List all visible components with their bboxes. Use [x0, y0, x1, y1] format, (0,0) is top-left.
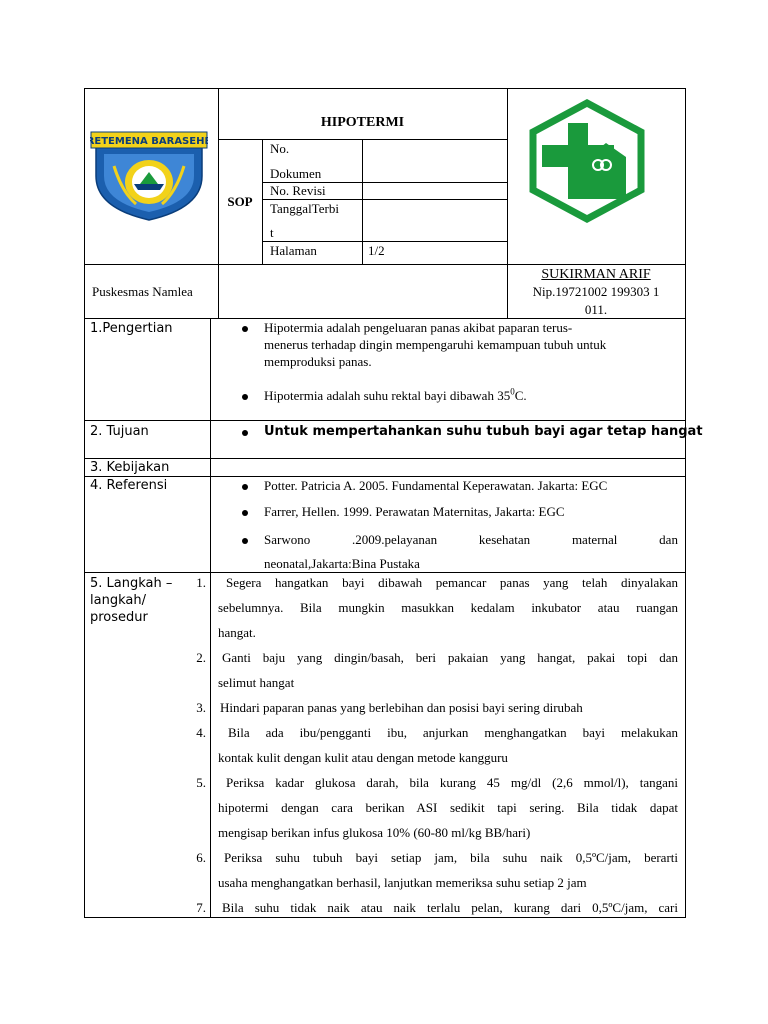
document-title: HIPOTERMI — [320, 115, 405, 130]
pengertian-item-1-line-2: menerus terhadap dingin mempengaruhi kemampuan tubuh untuk — [264, 337, 607, 352]
word: .2009.pelayanan — [351, 532, 438, 547]
step-4-line-1: Bila ada ibu/pengganti ibu, anjurkan menghangatkan bayi melakukan — [228, 725, 678, 740]
word: kesehatan — [478, 532, 531, 547]
signatory-name: SUKIRMAN ARIF — [541, 267, 651, 282]
step-4-line-2: kontak kulit dengan kulit atau dengan metode kangguru — [218, 750, 508, 765]
step-3-line-1: Hindari paparan panas yang berlebihan dan posisi bayi sering dirubah — [220, 700, 583, 715]
step-5-line-3: mengisap berikan infus glukosa 10% (60-80 ml/kg BB/hari) — [218, 825, 531, 840]
grid-line — [262, 139, 263, 264]
pengertian-item-2: Hipotermia adalah suhu rektal bayi dibawah $35^0C$. — [264, 386, 527, 403]
referensi-item-3-line-2: neonatal,Jakarta:Bina Pustaka — [264, 556, 420, 571]
table-border-top — [84, 88, 686, 89]
section-label-langkah-1: 5. Langkah – — [90, 576, 173, 591]
grid-line — [84, 264, 686, 265]
step-1-line-1: Segera hangatkan bayi dibawah pemancar panas yang telah dinyalakan — [226, 575, 678, 590]
step-number: 5. — [196, 775, 206, 790]
grid-line — [84, 476, 686, 477]
grid-line — [84, 458, 686, 459]
step-number: 6. — [196, 850, 206, 865]
grid-line — [84, 572, 686, 573]
section-label-langkah-3: prosedur — [90, 610, 148, 625]
puskesmas-logo — [528, 99, 646, 223]
grid-line — [210, 318, 211, 918]
field-no-dokumen-label-2: Dokumen — [270, 166, 322, 181]
bullet — [242, 538, 248, 544]
step-2-line-1: Ganti baju yang dingin/basah, beri pakaian yang hangat, pakai topi dan — [222, 650, 678, 665]
grid-line — [84, 318, 686, 319]
health-cross-icon — [528, 99, 646, 223]
section-label-tujuan: 2. Tujuan — [90, 424, 149, 439]
signatory-nip-1: Nip.19721002 199303 1 — [532, 284, 660, 299]
grid-line — [362, 139, 363, 264]
step-6-line-1: Periksa suhu tubuh bayi setiap jam, bila suhu naik 0,5ºC/jam, berarti — [224, 850, 678, 865]
grid-line — [262, 241, 507, 242]
pengertian-item-1-line-3: memproduksi panas. — [264, 354, 372, 369]
section-label-referensi: 4. Referensi — [90, 478, 168, 493]
bullet — [242, 326, 248, 332]
signatory-nip-2: 011. — [584, 302, 608, 317]
grid-line — [262, 199, 507, 200]
bullet — [242, 430, 248, 436]
step-5-line-2: hipotermi dengan cara berikan ASI sedikit tapi sering. Bila tidak dapat — [218, 800, 678, 815]
referensi-item-3-line-1 — [264, 532, 678, 548]
section-label-langkah-2: langkah/ — [90, 593, 146, 608]
step-5-line-1: Periksa kadar glukosa darah, bila kurang 45 mg/dl (2,6 mmol/l), tangani — [226, 775, 678, 790]
table-border-bottom — [84, 917, 686, 918]
step-number: 4. — [196, 725, 206, 740]
step-1-line-2: sebelumnya. Bila mungkin masukkan kedalam inkubator atau ruangan — [218, 600, 678, 615]
referensi-item-1: Potter. Patricia A. 2005. Fundamental Keperawatan. Jakarta: EGC — [264, 478, 608, 493]
field-no-revisi-label: No. Revisi — [270, 183, 326, 198]
tujuan-item: Untuk mempertahankan suhu tubuh bayi agar tetap hangat — [264, 424, 703, 439]
step-6-line-2: usaha menghangatkan berhasil, lanjutkan memeriksa suhu setiap 2 jam — [218, 875, 587, 890]
field-tanggal-terbit-label-2: t — [270, 225, 274, 240]
organization-name: Puskesmas Namlea — [92, 284, 193, 299]
grid-line — [84, 420, 686, 421]
bullet — [242, 484, 248, 490]
step-number: 1. — [196, 575, 206, 590]
step-number: 3. — [196, 700, 206, 715]
step-7-line-1: Bila suhu tidak naik atau naik terlalu pelan, kurang dari 0,5ºC/jam, cari — [222, 900, 678, 915]
step-1-line-3: hangat. — [218, 625, 256, 640]
step-2-line-2: selimut hangat — [218, 675, 295, 690]
bullet — [242, 510, 248, 516]
section-label-pengertian: 1.Pengertian — [90, 321, 173, 336]
step-number: 7. — [196, 900, 206, 915]
svg-text:RETEMENA BARASEHE: RETEMENA BARASEHE — [90, 136, 208, 147]
table-border-left — [84, 88, 85, 918]
field-halaman-label: Halaman — [270, 243, 317, 258]
bullet — [242, 394, 248, 400]
referensi-item-2: Farrer, Hellen. 1999. Perawatan Maternitas, Jakarta: EGC — [264, 504, 565, 519]
table-border-right — [685, 88, 686, 918]
field-halaman-value: 1/2 — [368, 243, 385, 258]
field-no-dokumen-label-1: No. — [270, 141, 290, 156]
field-tanggal-terbit-label-1: TanggalTerbi — [270, 201, 339, 216]
section-label-kebijakan: 3. Kebijakan — [90, 460, 170, 475]
regional-emblem-logo — [90, 128, 208, 222]
regional-emblem-icon — [90, 128, 208, 222]
sop-label: SOP — [227, 194, 253, 209]
word: Sarwono — [264, 532, 311, 547]
word: maternal — [571, 532, 618, 547]
step-number: 2. — [196, 650, 206, 665]
pengertian-item-1-line-1: Hipotermia adalah pengeluaran panas akibat paparan terus- — [264, 320, 573, 335]
word: dan — [659, 532, 678, 547]
